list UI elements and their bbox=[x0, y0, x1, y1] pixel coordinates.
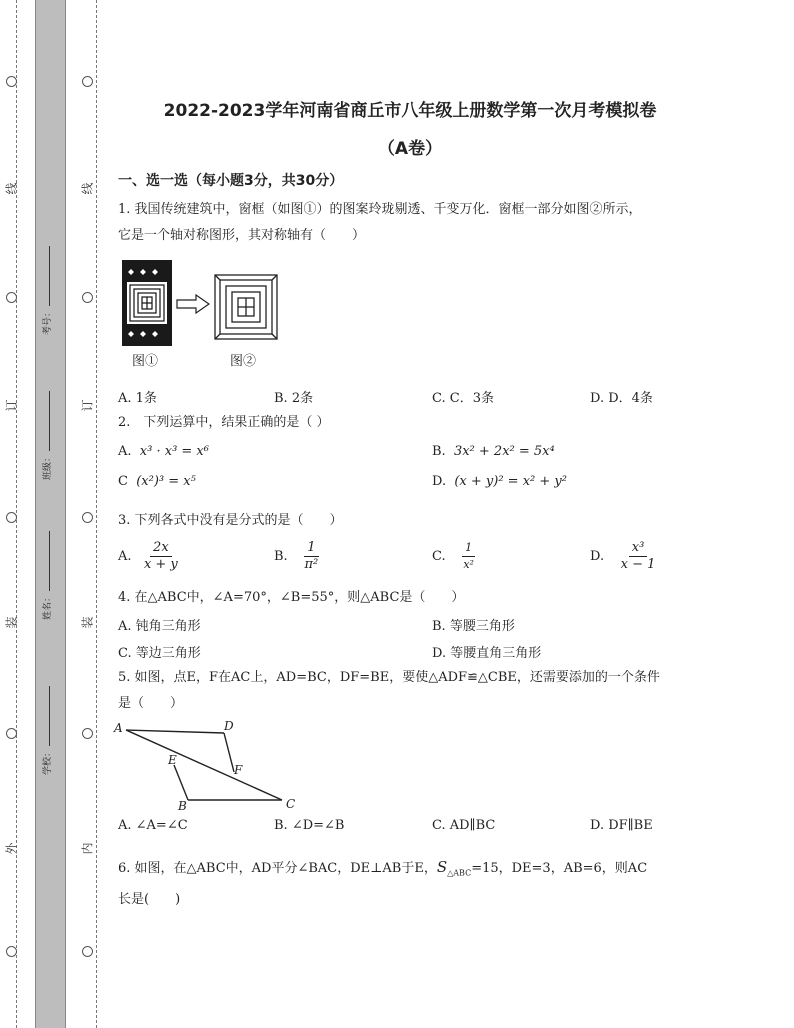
side-char-inner: 内 bbox=[80, 842, 95, 855]
q2-option-c: C (x²)³ = x⁵ bbox=[118, 474, 196, 489]
field-name: 姓名： bbox=[40, 531, 53, 620]
question-4: 4. 在△ABC中，∠A=70°，∠B=55°，则△ABC是（ ） bbox=[118, 590, 465, 605]
q3-option-c: C. $\frac{1}{\text{x²}}$ bbox=[432, 541, 474, 571]
q3-option-d: D. $\frac{\text{x³}}{x - 1}$ bbox=[590, 540, 656, 572]
side-char-inner: 线 bbox=[80, 182, 95, 195]
binding-hole bbox=[6, 728, 17, 739]
arrow-icon bbox=[176, 294, 210, 314]
field-school: 学校： bbox=[40, 686, 53, 775]
q3-option-b: B. $\frac{1}{\text{π²}}$ bbox=[274, 540, 319, 572]
q5-triangle-figure bbox=[112, 716, 302, 812]
point-c-label: C bbox=[286, 797, 296, 811]
q4-option-d: D. 等腰直角三角形 bbox=[432, 646, 542, 661]
q4-option-c: C. 等边三角形 bbox=[118, 646, 201, 661]
page-subtitle: （A卷） bbox=[377, 139, 443, 159]
point-a-label: A bbox=[114, 721, 123, 735]
binding-hole bbox=[82, 292, 93, 303]
binding-hole bbox=[6, 946, 17, 957]
point-d-label: D bbox=[224, 719, 234, 733]
q1-text-line1: 1. 我国传统建筑中，窗框（如图①）的图案玲珑剔透、千变万化．窗框一部分如图②所示， bbox=[118, 202, 642, 217]
q5-option-d: D. DF∥BE bbox=[590, 818, 653, 833]
q3-option-a: A. $\frac{2x}{x + y}$ bbox=[118, 540, 178, 572]
binding-hole bbox=[6, 292, 17, 303]
q1-option-b: B. 2条 bbox=[274, 391, 314, 406]
q1-text-line2: 它是一个轴对称图形，其对称轴有（ ） bbox=[118, 228, 366, 243]
question-2: 2. 下列运算中，结果正确的是（ ） bbox=[118, 415, 330, 430]
q4-option-a: A. 钝角三角形 bbox=[118, 619, 201, 634]
q5-text-line1: 5. 如图，点E，F在AC上，AD=BC，DF=BE，要使△ADF≌△CBE，还需要添加的一个条件 bbox=[118, 670, 660, 685]
question-6 bbox=[118, 854, 678, 913]
field-exam-number: 考号： bbox=[40, 246, 53, 335]
window-figure-1 bbox=[122, 260, 172, 346]
q5-option-b: B. ∠D=∠B bbox=[274, 818, 345, 833]
side-char-inner: 装 bbox=[80, 616, 95, 629]
figure-1-label: 图① bbox=[132, 354, 159, 369]
binding-hole bbox=[82, 76, 93, 87]
point-f-label: F bbox=[234, 763, 243, 777]
figure-2-label: 图② bbox=[230, 354, 257, 369]
binding-hole bbox=[82, 946, 93, 957]
page-title: 2022-2023学年河南省商丘市八年级上册数学第一次月考模拟卷 bbox=[163, 101, 657, 121]
question-5 bbox=[118, 665, 678, 717]
q6-text-line1: 6. 如图，在△ABC中，AD平分∠BAC，DE⊥AB于E，$S_{\triangle ABC}=15$，DE=3，AB=6，则AC bbox=[118, 858, 648, 878]
side-char-outer: 订 bbox=[4, 399, 19, 412]
section-heading: 一、选一选（每小题3分，共30分） bbox=[118, 173, 344, 189]
binding-hole bbox=[82, 512, 93, 523]
point-e-label: E bbox=[168, 753, 177, 767]
q4-option-b: B. 等腰三角形 bbox=[432, 619, 515, 634]
q5-option-c: C. AD∥BC bbox=[432, 818, 496, 833]
side-char-inner: 订 bbox=[80, 399, 95, 412]
question-3: 3. 下列各式中没有是分式的是（ ） bbox=[118, 513, 343, 528]
side-char-outer: 装 bbox=[4, 616, 19, 629]
question-1 bbox=[118, 197, 678, 249]
q1-option-c: C. C．3条 bbox=[432, 391, 494, 406]
inner-cut-line bbox=[96, 0, 97, 1028]
field-class: 班级： bbox=[40, 391, 53, 480]
q5-text-line2: 是（ ） bbox=[118, 696, 184, 711]
q2-option-b: B. 3x² + 2x² = 5x⁴ bbox=[432, 444, 555, 459]
q5-option-a: A. ∠A=∠C bbox=[118, 818, 188, 833]
point-b-label: B bbox=[178, 799, 187, 812]
gutter-bar bbox=[35, 0, 66, 1028]
q2-option-a: A. x³ · x³ = x⁶ bbox=[118, 444, 209, 459]
binding-hole bbox=[6, 76, 17, 87]
q1-option-a: A. 1条 bbox=[118, 391, 157, 406]
q1-option-d: D. D．4条 bbox=[590, 391, 653, 406]
window-figure-2 bbox=[214, 274, 278, 340]
side-char-outer: 线 bbox=[4, 182, 19, 195]
binding-hole bbox=[6, 512, 17, 523]
binding-hole bbox=[82, 728, 93, 739]
side-char-outer: 外 bbox=[4, 842, 19, 855]
q6-text-line2: 长是( ) bbox=[118, 891, 181, 907]
q2-option-d: D. (x + y)² = x² + y² bbox=[432, 474, 567, 489]
